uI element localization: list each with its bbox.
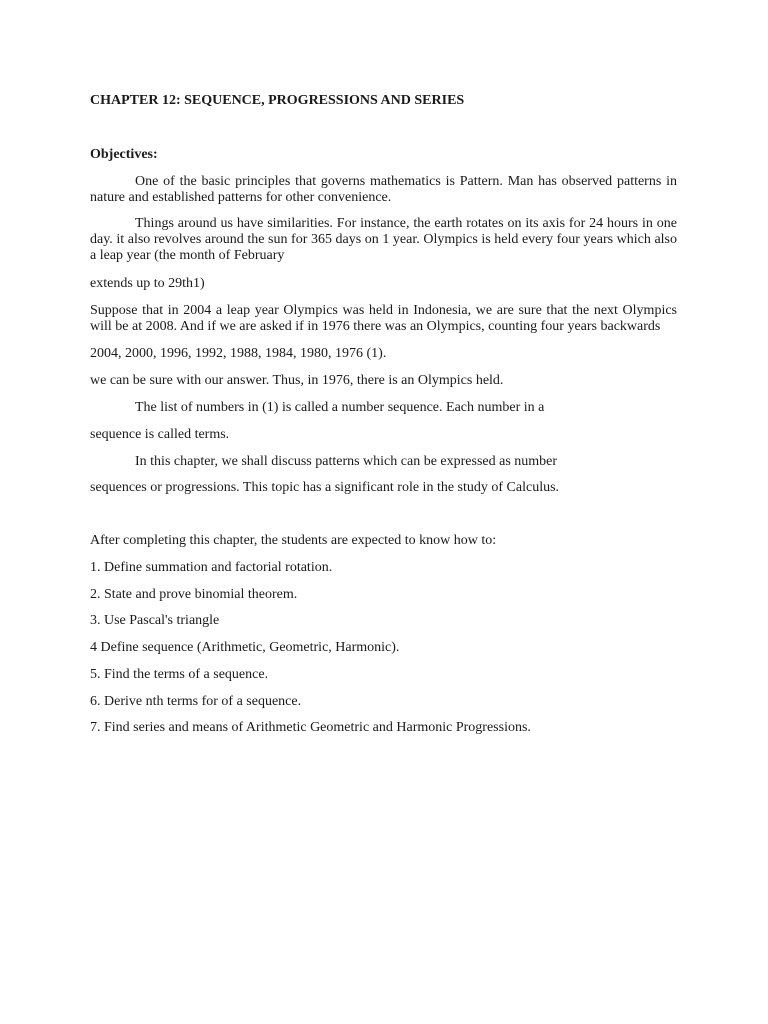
chapter-title: CHAPTER 12: SEQUENCE, PROGRESSIONS AND SERIES xyxy=(90,93,465,108)
paragraph-chapter-discussion: In this chapter, we shall discuss patterns which can be expressed as number xyxy=(135,454,558,469)
paragraph-terms: sequence is called terms. xyxy=(90,427,230,442)
list-item: 1. Define summation and factorial rotation. xyxy=(90,560,333,575)
list-intro: After completing this chapter, the students are expected to know how to: xyxy=(90,533,497,548)
list-item: 7. Find series and means of Arithmetic Geometric and Harmonic Progressions. xyxy=(90,720,531,735)
paragraph-patterns: One of the basic principles that governs mathematics is Pattern. Man has observed patterns in nature and established patterns for other convenience. xyxy=(90,174,677,205)
paragraph-olympics-2004: Suppose that in 2004 a leap year Olympics was held in Indonesia, we are sure that the next Olympics will be at 2008. And if we are asked if in 1976 there was an Olympics, counting four years backwards xyxy=(90,303,677,334)
number-sequence-line: 2004, 2000, 1996, 1992, 1988, 1984, 1980, 1976 (1). xyxy=(90,346,387,361)
paragraph-answer: we can be sure with our answer. Thus, in 1976, there is an Olympics held. xyxy=(90,373,504,388)
paragraph-number-sequence: The list of numbers in (1) is called a number sequence. Each number in a xyxy=(135,400,545,415)
paragraph-leap-day: extends up to 29th1) xyxy=(90,276,205,291)
list-item: 4 Define sequence (Arithmetic, Geometric, Harmonic). xyxy=(90,640,400,655)
list-item: 6. Derive nth terms for of a sequence. xyxy=(90,694,302,709)
list-item: 3. Use Pascal's triangle xyxy=(90,613,220,628)
objectives-heading: Objectives: xyxy=(90,147,158,162)
paragraph-similarities: Things around us have similarities. For instance, the earth rotates on its axis for 24 hours in one day. it also revolves around the sun for 365 days on 1 year. Olympics is held every four years which also a leap year (the month of February xyxy=(90,216,677,263)
list-item: 5. Find the terms of a sequence. xyxy=(90,667,269,682)
paragraph-calculus: sequences or progressions. This topic has a significant role in the study of Calculus. xyxy=(90,480,560,495)
list-item: 2. State and prove binomial theorem. xyxy=(90,587,298,602)
